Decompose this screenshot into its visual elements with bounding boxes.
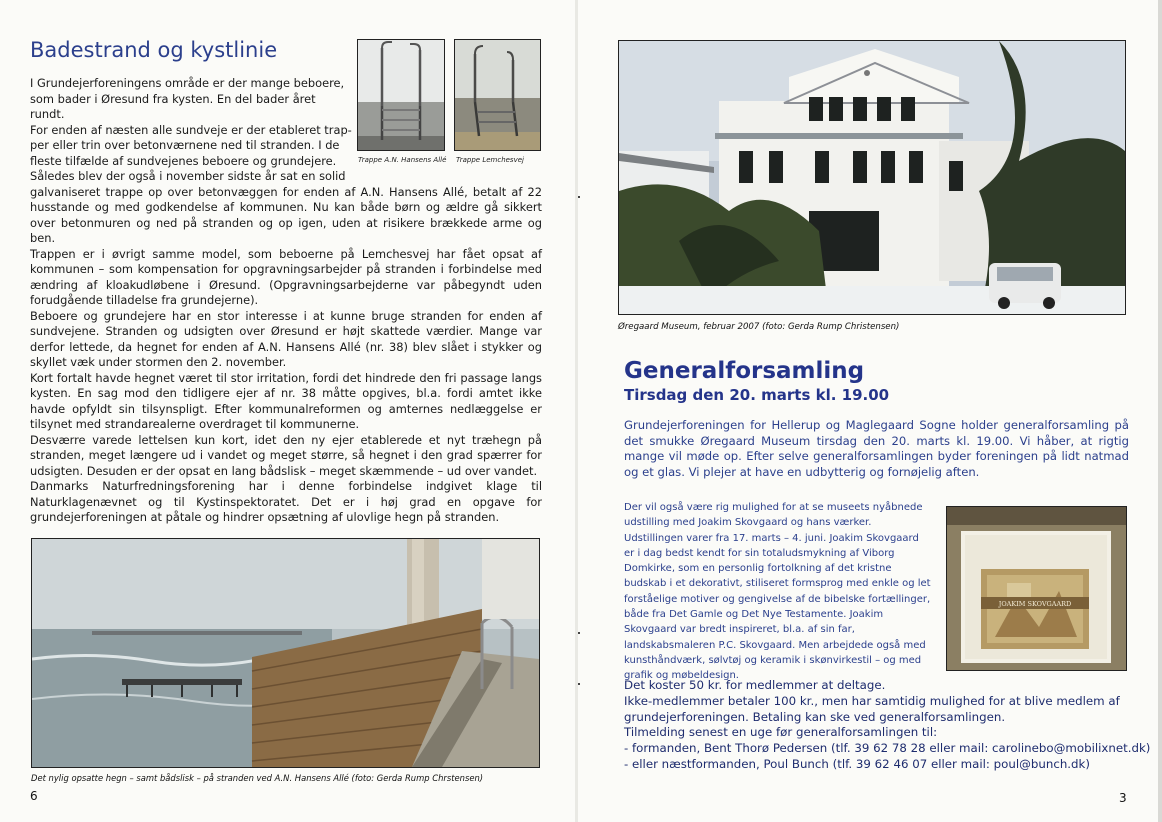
intro-line: Således blev der også i november sidste år sat en solid [30,169,346,183]
info-line: Det koster 50 kr. for medlemmer at deltage. [624,678,886,692]
article-body [30,76,542,526]
paragraph: Desværre varede lettelsen kun kort, idet den ny ejer etablerede et nyt træhegn på stranden, meget længere ud i vandet og meget større, så hegnet i den grad spærrer for udsigten. Desuden er der opsat en lang bådslisk – meget skæmmende – ud over vandet. [30,432,542,478]
paragraph: Danmarks Naturfredningsforening har i denne forbindelse indgivet klage til Naturklagenævnet og til Kystinspektoratet. Det er i høj grad en opgave for grundejerforeningen at påtale og hindrer opsætning af ulovlige hegn på stranden. [30,479,542,524]
meeting-intro: Grundejerforeningen for Hellerup og Maglegaard Sogne holder generalforsamling på det smukke Øregaard Museum tirsdag den 20. marts kl. 19.00. Vi håber, at rigtig mange vil møde op. Efter selve generalforsamlingen byder foreningen på lidt natmad og et glas. Vi plejer at have en udbytterig og fornøjelig aften. [624,418,1129,479]
margin-mark [578,632,580,634]
paragraph: Kort fortalt havde hegnet været til stor irritation, fordi det hindrede den fri passage langs kysten. En sag mod den tidligere ejer af nr. 38 måtte opgives, bl.a. fordi amtet ikke havde opfyldt sin tilsynspligt. Efter kommunalreformen og amternes nedlæggelse er tilsynet med strandarealerne overdraget til kommunerne. [30,370,542,431]
beach-photo-caption: Det nylig opsatte hegn – samt bådslisk – på stranden ved A.N. Hansens Allé (foto: Gerda Rump Chrstensen) [31,773,484,783]
left-page [0,0,575,822]
intro-line: For enden af næsten alle sundveje er der etableret trap- [30,122,352,137]
info-line: grundejerforeningen. Betaling kan ske ved generalforsamlingen. [624,709,1006,724]
exhibition-text: Der vil også være rig mulighed for at se museets nyåbnede udstilling med Joakim Skovgaard og hans værker. Udstillingen varer fra 17. marts – 4. juni. Joakim Skovgaard er i dag bedst kendt for sin totaludsmykning af Viborg Domkirke, som en personlig fortolkning af det kristne budskab i et dekorativt, stiliseret formsprog med enkle og let forståelige motiver og gengivelse af de bibelske fortællinger, både fra Det Gamle og Det Nye Testamente. Joakim Skovgaard var bredt inspireret, bl.a. af sin far, landskabsmaleren P.C. Skovgaard. Men arbejdede også med kunsthåndværk, sølvtøj og keramik i skønvirkestil – og med grafik og møbeldesign. [624,502,931,682]
margin-mark [578,683,580,685]
poster-title: JOAKIM SKOVGAARD [998,600,1072,608]
intro-line: som bader i Øresund fra kysten. En del bader året rundt. [30,91,316,121]
section-subtitle: Tirsdag den 20. marts kl. 19.00 [624,386,890,404]
intro-line: fleste tilfælde af sundvejenes beboere og grundejere. [30,153,337,168]
article-title: Badestrand og kystlinie [30,38,278,62]
intro-line: I Grundejerforeningens område er der mange beboere, [30,76,345,90]
page-edge [1158,0,1162,822]
paragraph: Beboere og grundejere har en stor interesse i at kunne bruge stranden for enden af sundvejene. Stranden og udsigten over Øresund er højt skattede værdier. Mange var derfor lettede, da hegnet for enden af A.N. Hansens Allé (nr. 38) blev slået i stykker og skyllet væk under stormen den 2. november. [30,308,542,369]
meeting-info [624,678,1151,773]
page-number: 3 [1119,791,1127,805]
margin-mark [578,196,580,198]
museum-photo-caption: Øregaard Museum, februar 2007 (foto: Gerda Rump Christensen) [618,322,900,332]
exhibition-poster-photo [946,506,1127,671]
info-line: Ikke-medlemmer betaler 100 kr., men har samtidig mulighed for at blive medlem af [624,693,1120,708]
museum-photo [618,40,1126,315]
info-line: - eller næstformanden, Poul Bunch (tlf. 39 62 46 07 eller mail: poul@bunch.dk) [624,756,1090,771]
info-line: Tilmelding senest en uge før generalforsamlingen til: [624,725,938,740]
stair-photo-caption: Trappe Lemchesvej [456,156,524,164]
paragraph: Trappen er i øvrigt samme model, som beboerne på Lemchesvej har fået opsat af kommunen – som kompensation for opgravningsarbejder på stranden i forbindelse med ændring af kloakudløbene i Øresund. (Opgravningsarbejderne var påbegyndt uden forudgående tilladelse fra grundejerne). [30,246,542,307]
page-number: 6 [30,789,38,803]
section-title: Generalforsamling [624,358,865,384]
right-page [578,0,1162,822]
paragraph: galvaniseret trappe op over betonvæggen for enden af A.N. Hansens Allé, betalt af 22 husstande og med godkendelse af kommunen. Nu kan både børn og ældre gå sikkert over betonmuren og ned på stranden og op igen, uden at risikere brækkede arme og ben. [30,184,542,245]
info-line: - formanden, Bent Thorø Pedersen (tlf. 39 62 78 28 eller mail: carolinebo@mobilixnet.dk) [624,741,1151,756]
stair-photo-caption: Trappe A.N. Hansens Allé [358,156,447,164]
intro-line: per eller trin over betonværnene ned til stranden. I de [30,138,340,152]
beach-fence-photo [31,538,540,768]
